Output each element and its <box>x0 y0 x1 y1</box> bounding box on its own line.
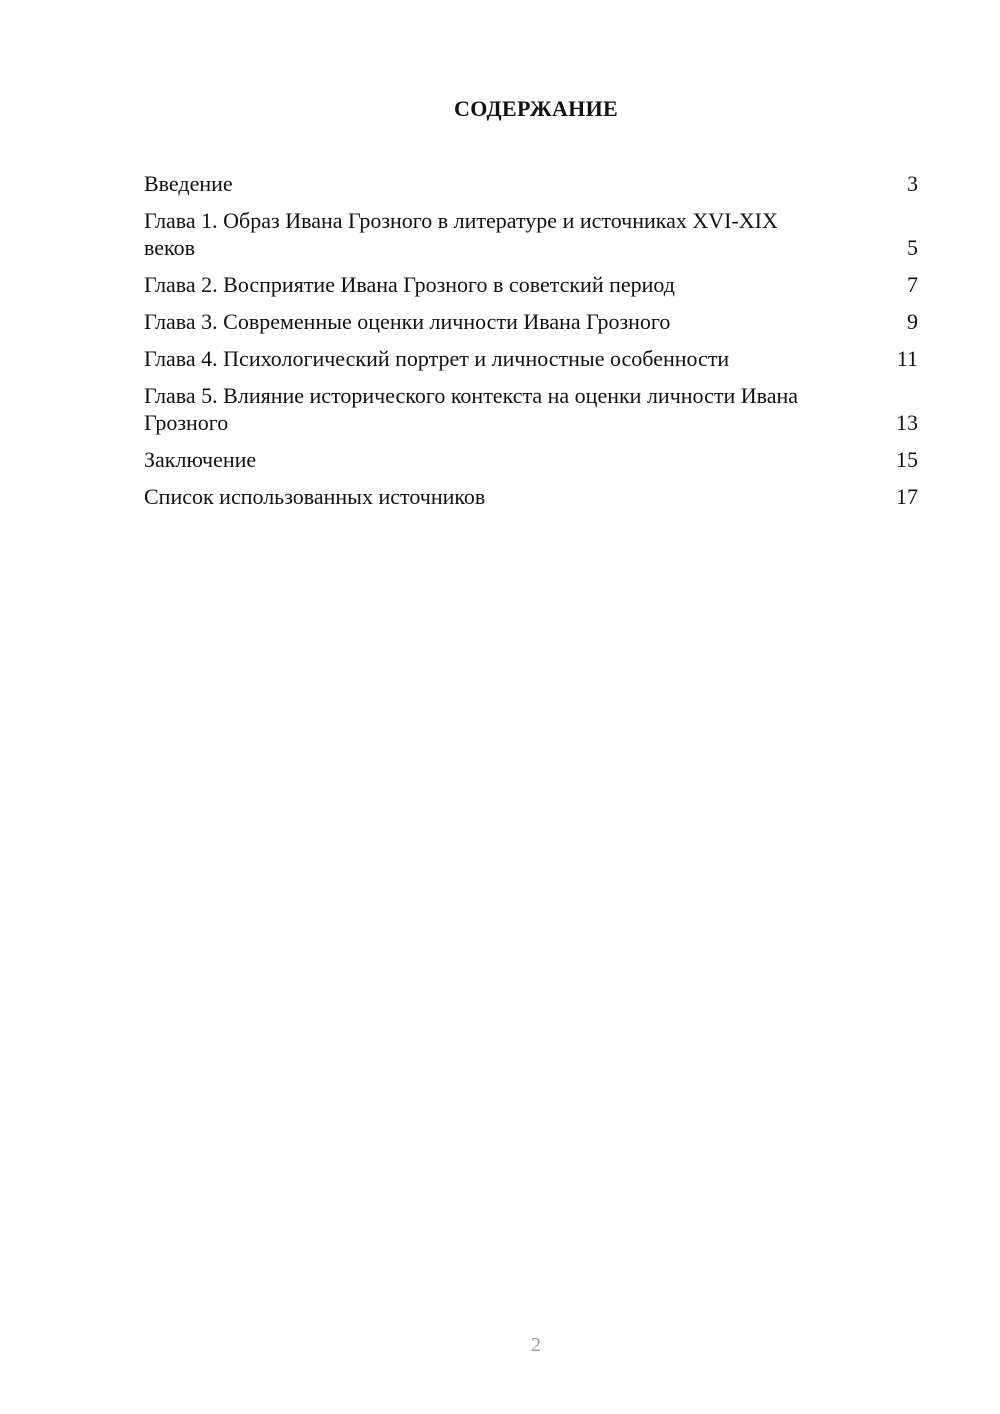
toc-item-introduction <box>144 170 918 197</box>
toc-item-chapter-3 <box>144 308 918 335</box>
toc-item-label: Глава 2. Восприятие Ивана Грозного в советский период <box>144 272 675 297</box>
toc-item-page: 5 <box>907 235 918 260</box>
toc-item-label: Глава 1. Образ Ивана Грозного в литературе и источниках XVI-XIX веков <box>144 208 778 260</box>
toc-item-page: 11 <box>896 346 918 371</box>
toc-item-page: 3 <box>907 171 918 196</box>
toc-item-label: Глава 5. Влияние исторического контекста на оценки личности Ивана Грозного <box>144 383 799 435</box>
page-title: СОДЕРЖАНИЕ <box>454 96 618 121</box>
toc-item-label: Список использованных источников <box>144 484 486 509</box>
toc-item-chapter-5 <box>144 382 918 436</box>
toc-item-page: 13 <box>896 410 918 435</box>
toc-item-label: Глава 4. Психологический портрет и личностные особенности <box>144 346 730 371</box>
toc-item-chapter-2 <box>144 271 918 298</box>
toc-item-conclusion <box>144 446 918 473</box>
toc-item-page: 7 <box>907 272 918 297</box>
toc-item-page: 15 <box>896 447 918 472</box>
toc-item-chapter-4 <box>144 345 918 372</box>
page-number: 2 <box>531 1334 541 1356</box>
toc-item-references <box>144 483 918 510</box>
toc-item-page: 17 <box>896 484 918 509</box>
toc-item-label: Глава 3. Современные оценки личности Ивана Грозного <box>144 309 671 334</box>
toc-item-label: Введение <box>144 171 233 196</box>
toc-item-page: 9 <box>907 309 918 334</box>
toc-item-label: Заключение <box>144 447 257 472</box>
toc-item-chapter-1 <box>144 207 918 261</box>
table-of-contents <box>144 170 918 520</box>
